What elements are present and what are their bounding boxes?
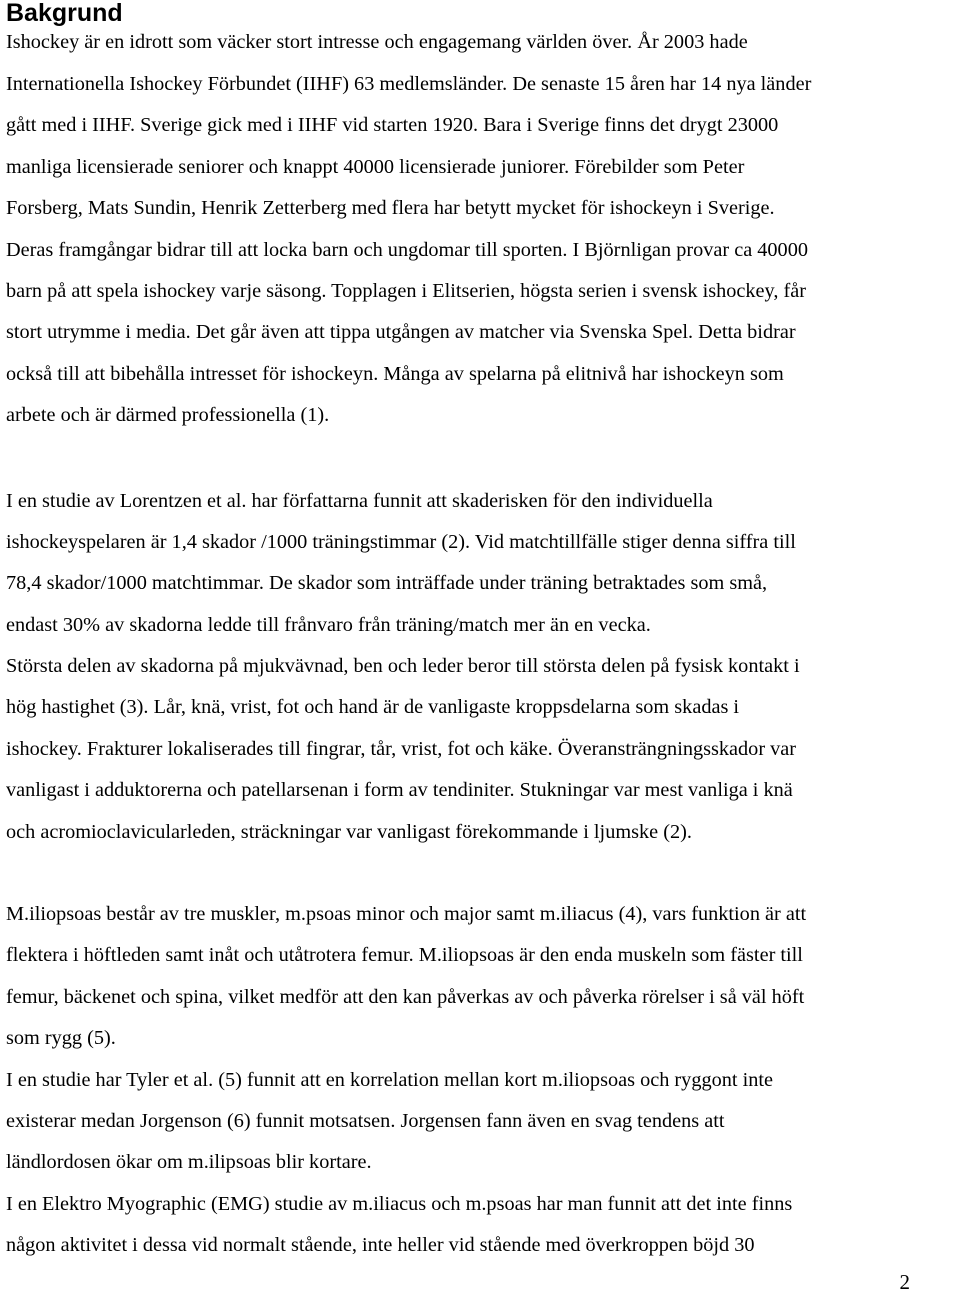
text-line: hög hastighet (3). Lår, knä, vrist, fot och hand är de vanligaste kroppsdelarna som skadas i bbox=[6, 696, 740, 719]
text-line: Största delen av skadorna på mjukvävnad, ben och leder beror till största delen på fysisk kontakt i bbox=[6, 655, 800, 678]
text-line: vanligast i adduktorerna och patellarsenan i form av tendiniter. Stukningar var mest vanliga i knä bbox=[6, 779, 793, 802]
text-line: ländlordosen ökar om m.ilipsoas blir kortare. bbox=[6, 1151, 372, 1174]
paragraph-injury-study bbox=[6, 481, 956, 854]
text-line: som rygg (5). bbox=[6, 1027, 116, 1050]
text-line: gått med i IIHF. Sverige gick med i IIHF vid starten 1920. Bara i Sverige finns det drygt 23000 bbox=[6, 114, 779, 137]
text-line: också till att bibehålla intresset för ishockeyn. Många av spelarna på elitnivå har ishockeyn som bbox=[6, 362, 784, 385]
text-line: Deras framgångar bidrar till att locka barn och ungdomar till sporten. I Björnligan provar ca 40000 bbox=[6, 238, 808, 261]
text-line: Forsberg, Mats Sundin, Henrik Zetterberg med flera har betytt mycket för ishockeyn i Sverige. bbox=[6, 197, 775, 220]
paragraph-spacer bbox=[6, 853, 956, 894]
text-line: endast 30% av skadorna ledde till frånvaro från träning/match mer än en vecka. bbox=[6, 613, 651, 636]
text-line: ishockeyspelaren är 1,4 skador /1000 träningstimmar (2). Vid matchtillfälle stiger denna siffra till bbox=[6, 530, 796, 553]
text-line: flektera i höftleden samt inåt och utåtrotera femur. M.iliopsoas är den enda muskeln som fäster till bbox=[6, 944, 803, 967]
text-line: arbete och är därmed professionella (1). bbox=[6, 404, 330, 427]
text-line: 78,4 skador/1000 matchtimmar. De skador som inträffade under träning betraktades som små, bbox=[6, 572, 768, 595]
paragraph-iliopsoas bbox=[6, 894, 956, 1267]
page-number: 2 bbox=[899, 1270, 910, 1294]
text-line: Internationella Ishockey Förbundet (IIHF) 63 medlemsländer. De senaste 15 åren har 14 nya länder bbox=[6, 73, 812, 95]
text-line: M.iliopsoas består av tre muskler, m.psoas minor och major samt m.iliacus (4), vars funktion är att bbox=[6, 903, 807, 926]
text-line: ishockey. Frakturer lokaliserades till fingrar, tår, vrist, fot och käke. Överansträngningsskador var bbox=[6, 737, 797, 760]
paragraph-background bbox=[6, 24, 956, 437]
text-line: barn på att spela ishockey varje säsong. Topplagen i Elitserien, högsta serien i svensk ishockey, får bbox=[6, 279, 807, 302]
text-line: och acromioclavicularleden, sträckningar var vanligast förekommande i ljumske (2). bbox=[6, 820, 692, 843]
text-line: någon aktivitet i dessa vid normalt stående, inte heller vid stående med överkroppen böjd 30 bbox=[6, 1234, 755, 1257]
paragraph-spacer bbox=[6, 437, 956, 481]
document-page bbox=[6, 0, 956, 1267]
text-line: stort utrymme i media. Det går även att tippa utgången av matcher via Svenska Spel. Detta bidrar bbox=[6, 321, 796, 344]
section-heading: Bakgrund bbox=[6, 0, 123, 27]
text-line: Ishockey är en idrott som väcker stort intresse och engagemang världen över. År 2003 hade bbox=[6, 31, 748, 53]
text-line: femur, bäckenet och spina, vilket medför att den kan påverkas av och påverka rörelser i så väl höft bbox=[6, 985, 805, 1008]
text-line: I en studie av Lorentzen et al. har författarna funnit att skaderisken för den individuella bbox=[6, 489, 713, 512]
text-line: I en studie har Tyler et al. (5) funnit att en korrelation mellan kort m.iliopsoas och ryggont inte bbox=[6, 1068, 774, 1091]
text-line: existerar medan Jorgenson (6) funnit motsatsen. Jorgensen fann även en svag tendens att bbox=[6, 1109, 725, 1132]
text-line: manliga licensierade seniorer och knappt 40000 licensierade juniorer. Förebilder som Peter bbox=[6, 155, 745, 178]
text-line: I en Elektro Myographic (EMG) studie av m.iliacus och m.psoas har man funnit att det inte finns bbox=[6, 1192, 793, 1215]
